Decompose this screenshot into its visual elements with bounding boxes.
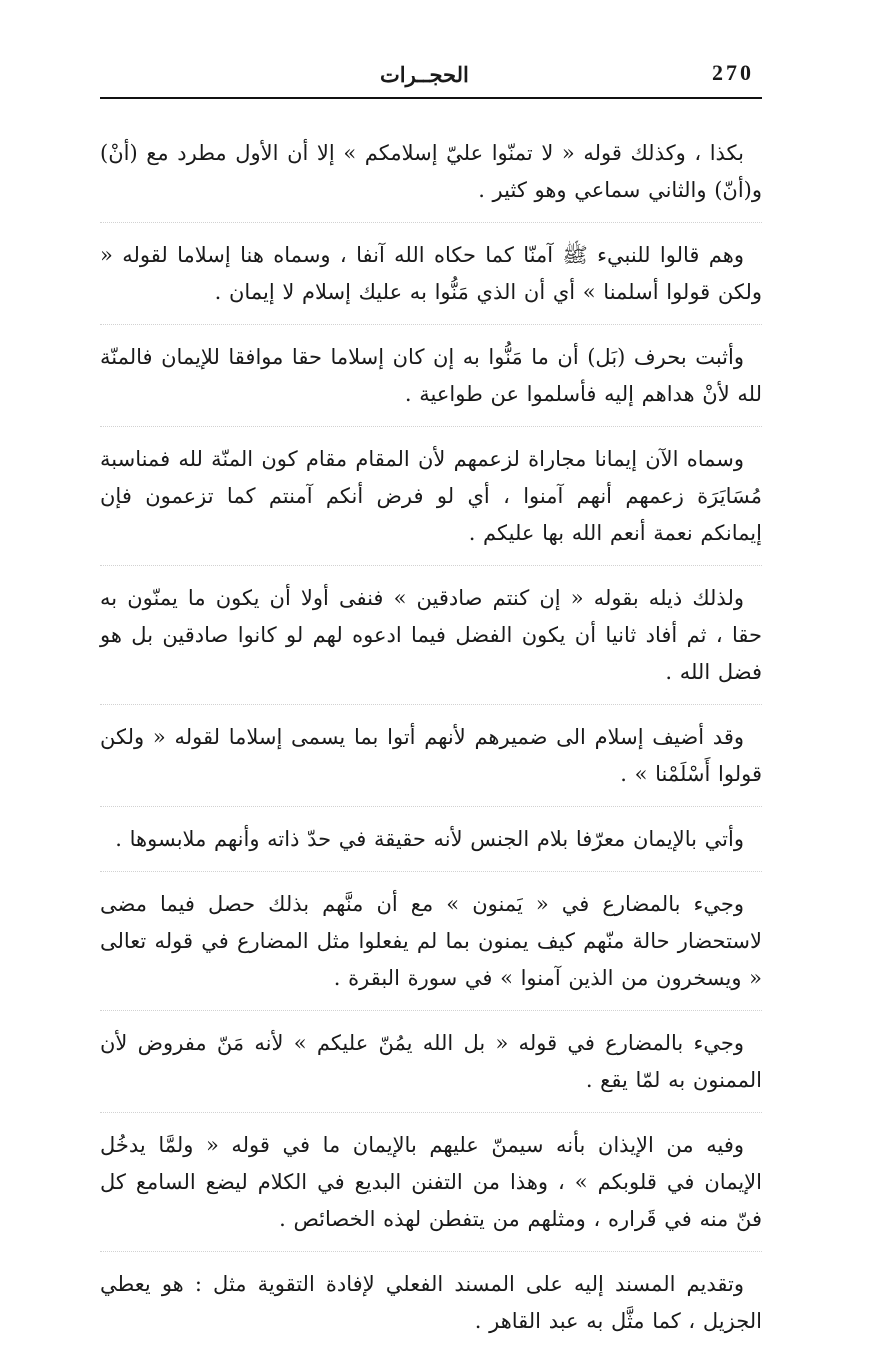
paragraph-divider	[100, 222, 762, 223]
paragraph-divider	[100, 871, 762, 872]
paragraph: ولذلك ذيله بقوله « إن كنتم صادقين » فنفى أولا أن يكون ما يمنّون به حقا ، ثم أفاد ثانيا أن يكون الفضل فيما ادعوه لهم لو كانوا صادقين بل هو فضل الله .	[100, 586, 762, 684]
paragraph-divider	[100, 1251, 762, 1252]
page-header	[100, 60, 762, 96]
page-number: 270	[712, 60, 754, 85]
paragraph-divider	[100, 426, 762, 427]
paragraph-divider	[100, 806, 762, 807]
running-title: الحجــرات	[380, 62, 469, 87]
paragraph: بكذا ، وكذلك قوله « لا تمنّوا عليّ إسلامكم » إلا أن الأول مطرد مع (أنْ) و(أنّ) والثاني سماعي وهو كثير .	[100, 141, 762, 202]
paragraph: وقد أضيف إسلام الى ضميرهم لأنهم أتوا بما يسمى إسلاما لقوله « ولكن قولوا أَسْلَمْنا » .	[100, 725, 762, 786]
paragraph-divider	[100, 1112, 762, 1113]
paragraph: وهم قالوا للنبيء ﷺ آمنّا كما حكاه الله آنفا ، وسماه هنا إسلاما لقوله « ولكن قولوا أسلمنا » أي أن الذي مَنُّوا به عليك إسلام لا إيمان .	[100, 243, 762, 304]
paragraph: وأثبت بحرف (بَل) أن ما مَنُّوا به إن كان إسلاما حقا موافقا للإيمان فالمنّة لله لأنْ هداهم إليه فأسلموا عن طواعية .	[100, 345, 762, 406]
paragraph-divider	[100, 324, 762, 325]
paragraph: وجيء بالمضارع في قوله « بل الله يمُنّ عليكم » لأنه مَنّ مفروض لأن الممنون به لمّا يقع .	[100, 1031, 762, 1092]
paragraph: وأتي بالإيمان معرّفا بلام الجنس لأنه حقيقة في حدّ ذاته وأنهم ملابسوها .	[115, 827, 744, 851]
paragraph-divider	[100, 1010, 762, 1011]
paragraph: وفيه من الإيذان بأنه سيمنّ عليهم بالإيمان ما في قوله « ولمَّا يدخُل الإيمان في قلوبكم » ، وهذا من التفنن البديع في الكلام ليضع السامع كل فنّ منه في قَراره ، ومثلهم من يتفطن لهذه الخصائص .	[100, 1133, 762, 1231]
paragraph: وجيء بالمضارع في « يَمنون » مع أن منَّهم بذلك حصل فيما مضى لاستحضار حالة منّهم كيف يمنون بما لم يفعلوا مثل المضارع في قوله تعالى « ويسخرون من الذين آمنوا » في سورة البقرة .	[100, 892, 762, 990]
body-text	[100, 135, 762, 1340]
paragraph-divider	[100, 704, 762, 705]
paragraph: وتقديم المسند إليه على المسند الفعلي لإفادة التقوية مثل : هو يعطي الجزيل ، كما مثَّل به عبد القاهر .	[100, 1272, 762, 1333]
paragraph-divider	[100, 565, 762, 566]
paragraph: وسماه الآن إيمانا مجاراة لزعمهم لأن المقام مقام كون المنّة لله فمناسبة مُسَايَرَة زعمهم أنهم آمنوا ، أي لو فرض أنكم آمنتم كما تزعمون فإن إيمانكم نعمة أنعم الله بها عليكم .	[100, 447, 762, 545]
header-rule	[100, 97, 762, 99]
